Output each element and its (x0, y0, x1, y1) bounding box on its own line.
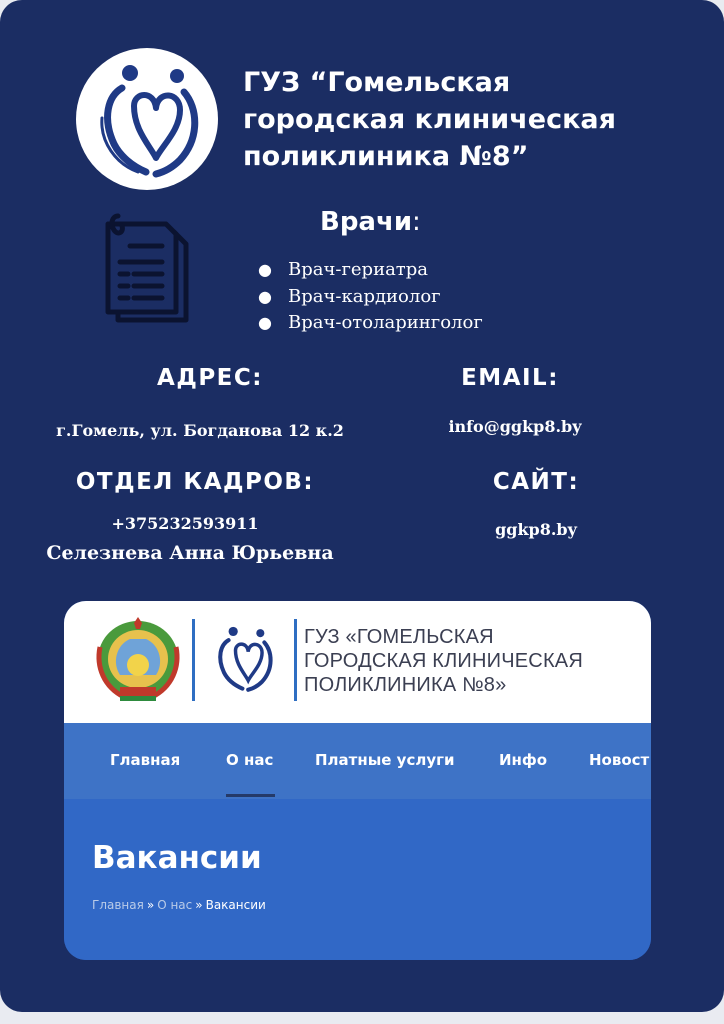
site-value[interactable]: ggkp8.by (495, 520, 577, 539)
clinic-logo (76, 48, 218, 190)
state-emblem-icon (94, 617, 182, 701)
site-header (64, 601, 651, 723)
hr-phone[interactable]: +375232593911 (111, 514, 259, 533)
nav-item-paid-services[interactable]: Платные услуги (315, 751, 455, 769)
doctor-item-label: Врач-кардиолог (288, 285, 441, 307)
active-nav-indicator (226, 794, 275, 797)
breadcrumb-separator: » (195, 898, 203, 912)
site-nav (64, 723, 651, 799)
list-item: ● Врач-отоларинголог (258, 312, 483, 333)
site-title (304, 625, 583, 697)
breadcrumb-separator: » (146, 898, 155, 912)
list-item: ● Врач-гериатра (258, 259, 429, 280)
list-item: ● Врач-кардиолог (258, 285, 441, 307)
address-value: г.Гомель, ул. Богданова 12 к.2 (56, 421, 344, 440)
doctor-item-label: Врач-гериатра (288, 259, 429, 280)
email-label: EMAIL: (461, 365, 559, 391)
hr-label: ОТДЕЛ КАДРОВ: (75, 469, 315, 495)
site-label: САЙТ: (492, 469, 580, 495)
divider (192, 619, 195, 701)
site-title-line-3: ПОЛИКЛИНИКА №8» (304, 674, 507, 696)
org-title (243, 64, 683, 175)
heart-logo-icon (202, 615, 284, 701)
site-title-line-1: ГУЗ «ГОМЕЛЬСКАЯ (304, 626, 494, 648)
doctor-item-label: Врач-отоларинголог (288, 312, 483, 333)
divider (294, 619, 297, 701)
breadcrumb (92, 898, 266, 912)
breadcrumb-about[interactable]: О нас (157, 898, 193, 912)
nav-item-info[interactable]: Инфо (499, 751, 548, 769)
hr-person: Селезнева Анна Юрьевна (46, 542, 334, 564)
org-title-line-2: городская клиническая (243, 104, 616, 135)
nav-item-news[interactable]: Новост (589, 751, 650, 769)
doctors-list (258, 257, 483, 337)
breadcrumb-home[interactable]: Главная (92, 898, 144, 912)
doctors-title-text: Врачи (320, 207, 413, 237)
org-title-line-3: поликлиника №8” (243, 141, 529, 172)
doctors-title-colon: : (412, 207, 421, 237)
address-label: АДРЕС: (157, 365, 263, 391)
page-title: Вакансии (92, 840, 262, 876)
heart-logo-icon (76, 48, 218, 190)
breadcrumb-current: Вакансии (205, 898, 266, 912)
email-value[interactable]: info@ggkp8.by (448, 417, 582, 436)
nav-item-about[interactable]: О нас (226, 751, 274, 769)
nav-item-home[interactable]: Главная (110, 751, 181, 769)
page-header (64, 799, 651, 960)
site-title-line-2: ГОРОДСКАЯ КЛИНИЧЕСКАЯ (304, 650, 583, 672)
website-screenshot (64, 601, 651, 960)
org-title-line-1: ГУЗ “Гомельская (243, 67, 511, 98)
doctors-title (320, 207, 421, 237)
document-icon (100, 212, 192, 326)
